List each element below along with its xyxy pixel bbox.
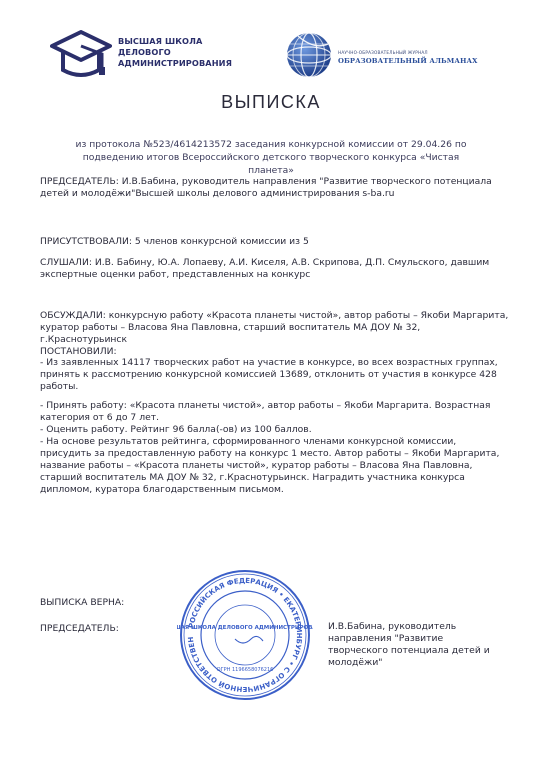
stamp-ogrn: ОГРН 1196658076216 [216,667,274,673]
present-paragraph: ПРИСУТСТВОВАЛИ: 5 членов конкурсной комиссии из 5 [40,236,309,247]
resolved-item-2: - Принять работу: «Красота планеты чистой», автор работы – Якоби Маргарита. Возрастная категория от 6 до 7 лет. [40,400,491,423]
discussed-paragraph: ОБСУЖДАЛИ: конкурсную работу «Красота планеты чистой», автор работы – Якоби Маргарита, куратор работы – Власова Яна Павловна, старший воспитатель МА ДОУ № 32, г.Краснотурьинск [40,310,509,345]
verified-label: ВЫПИСКА ВЕРНА: [40,597,125,608]
document-title: ВЫПИСКА [221,92,321,112]
journal-name: ОБРАЗОВАТЕЛЬНЫЙ АЛЬМАНАХ [338,57,478,65]
chairman-paragraph: ПРЕДСЕДАТЕЛЬ: И.В.Бабина, руководитель направления "Развитие творческого потенциала детей и молодёжи"Высшей школы делового администрирования s-ba.ru [40,176,492,199]
signer-name: И.В.Бабина, руководитель направления "Развитие творческого потенциала детей и молодёжи" [328,621,490,668]
official-stamp [177,567,313,707]
school-logo [50,28,250,84]
journal-logo [284,30,504,82]
graduation-cap-logo-icon [50,30,112,80]
journal-subtitle: НАУЧНО-ОБРАЗОВАТЕЛЬНЫЙ ЖУРНАЛ [338,50,428,55]
stamp-center-text: ШАЯ ШКОЛА ДЕЛОВОГО АДМИНИСТРИРОВ [177,625,313,631]
heard-paragraph: СЛУШАЛИ: И.В. Бабину, Ю.А. Лопаеву, А.И. Киселя, А.В. Скрипова, Д.П. Смульского, давшим экспертные оценки работ, представленных на конкурс [40,257,490,280]
document-subtitle: из протокола №523/4614213572 заседания конкурсной комиссии от 29.04.26 по подведению итогов Всероссийского детского творческого конкурса «Чистая планета» [75,139,467,176]
signature-chairman-label: ПРЕДСЕДАТЕЛЬ: [40,623,119,634]
resolved-item-4: - На основе результатов рейтинга, сформированного членами конкурсной комиссии, присудить за предоставленную работу на конкурс 1 место. Автор работы – Якоби Маргарита, название работы – «Красота планеты чистой», куратор работы – Власова Яна Павловна, старший воспитатель МА ДОУ № 32, г.Краснотурьинск. Наградить участника конкурса дипломом, куратора благодарственным письмом. [40,436,500,495]
school-name: ВЫСШАЯ ШКОЛА ДЕЛОВОГО АДМИНИСТРИРОВАНИЯ [118,36,233,68]
stamp-outer-text: РОССИЙСКАЯ ФЕДЕРАЦИЯ • ЕКАТЕРИНБУРГ • С ОГРАНИЧЕННОЙ ОТВЕТСТВЕН [186,576,304,694]
globe-logo-icon [284,30,334,80]
resolved-item-3: - Оценить работу. Рейтинг 96 балла(-ов) из 100 баллов. [40,424,312,435]
resolved-label: ПОСТАНОВИЛИ: [40,346,117,357]
official-stamp-icon [177,567,313,703]
resolved-item-1: - Из заявленных 14117 творческих работ на участие в конкурсе, во всех возрастных группах, принять к рассмотрению конкурсной комиссией 13689, отклонить от участия в конкурсе 428 работы. [40,357,498,392]
